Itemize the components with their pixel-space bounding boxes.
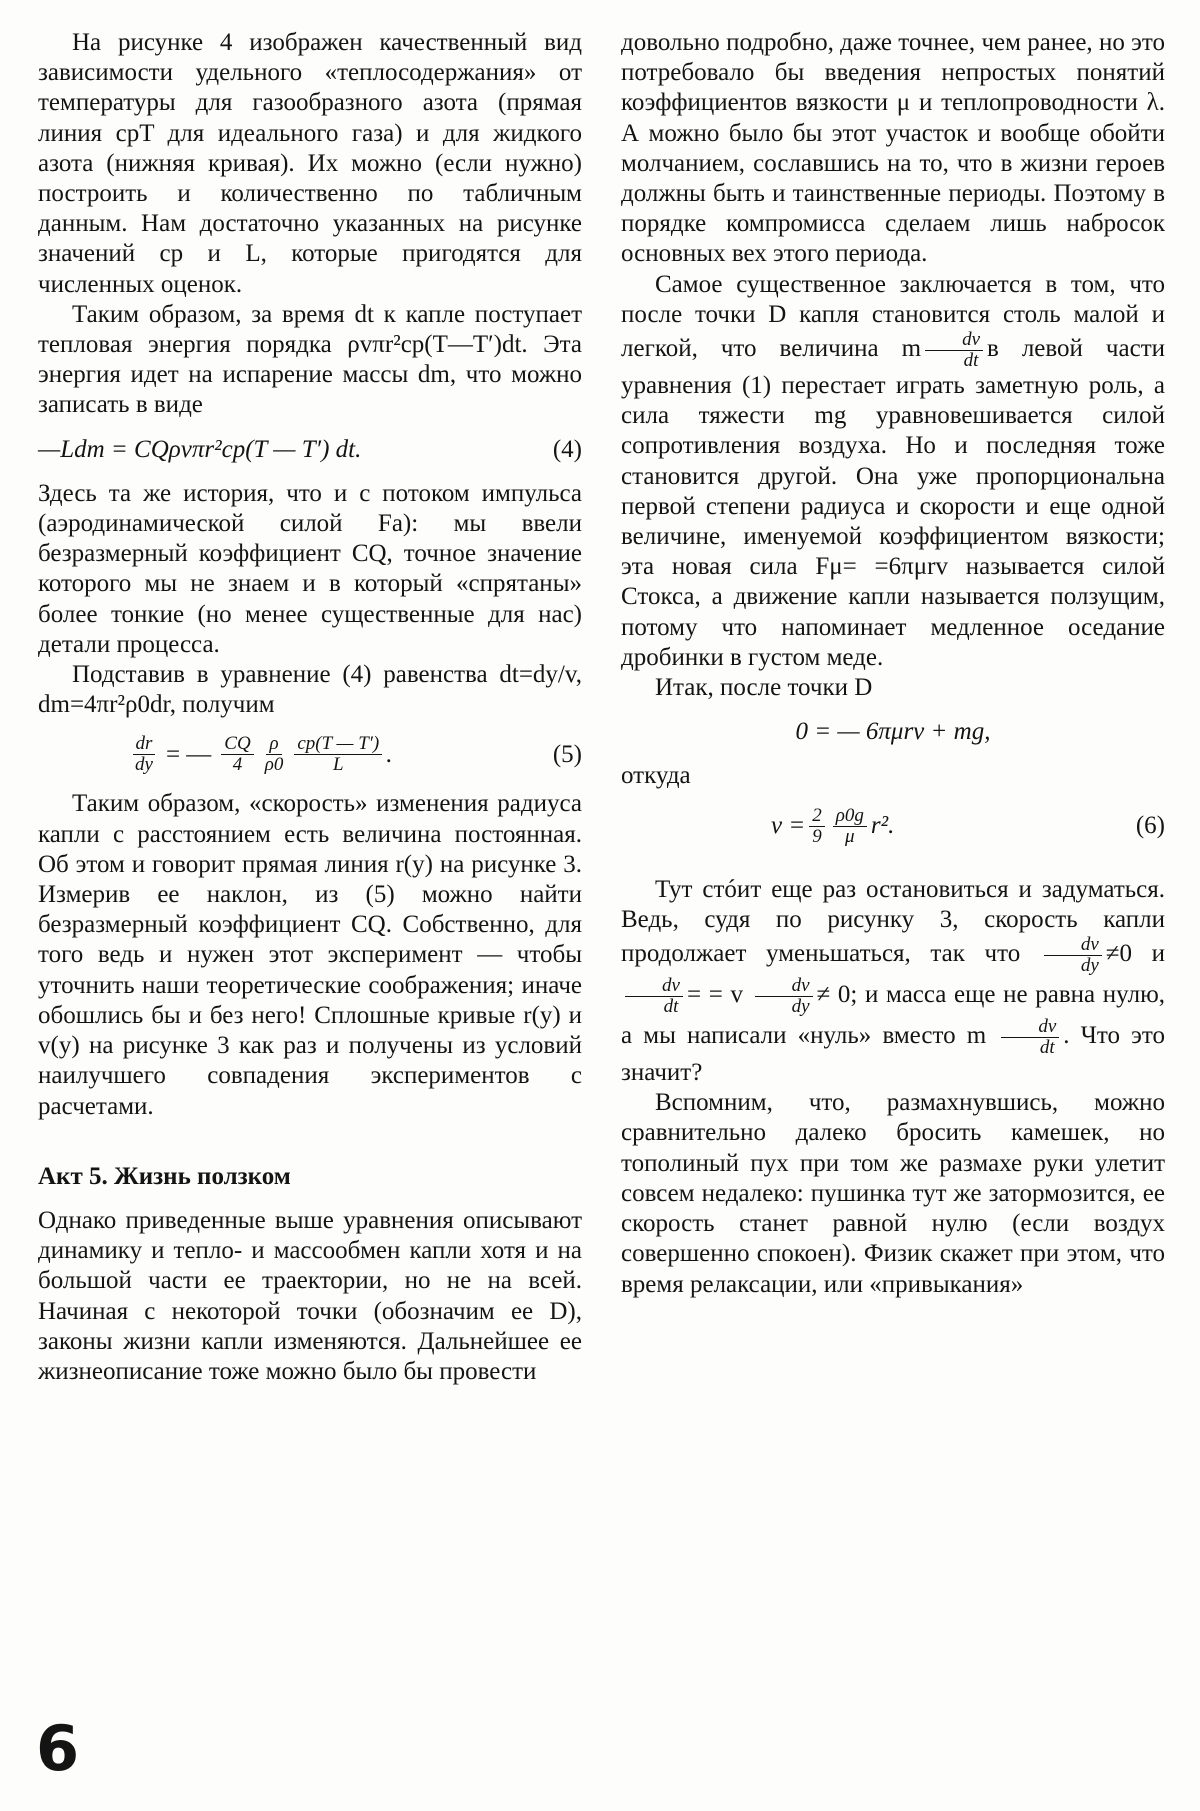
eq6-left: v = [771,812,806,840]
eq5-frac-denominator: L [333,754,344,776]
dv-dt-fraction [925,330,983,371]
frac-numerator: dv [925,330,983,351]
eq5-frac-denominator: 4 [232,754,243,776]
eq5-frac-denominator: dy [135,754,153,776]
eq6-frac-numerator: 2 [809,806,825,827]
dv-dt-fraction [625,976,683,1017]
right-column [621,28,1165,1300]
eq5-equals: = — [165,740,212,768]
frac-numerator: dv [1044,935,1102,956]
eq6-frac-numerator: ρ0g [833,806,867,827]
frac-numerator: dv [755,976,813,997]
equation-4-body: —Ldm = CQρvπr²cp(T — T′) dt. [38,435,362,463]
frac-denominator: dy [791,996,810,1018]
right-paragraph-5-text-3: ≠ 0; и масса еще не равна нулю, а мы написали «нуль» вместо m [621,981,1165,1050]
right-paragraph-2-part-b: в левой части уравнения (1) перестает играть заметную роль, а сила тяжести mg уравновешивается силой сопротивления воздуха. Но и последняя тоже становится другой. Она уже пропорциональна первой степени радиуса и скорости и еще одной величине, именуемой коэффициентом вязкости; эта новая сила Fμ= =6πμrv называется силой Стокса, а движение капли называется ползущим, потому что напоминает медленное оседание дробинки в густом меде. [621,335,1166,671]
right-paragraph-5-part-a: Тут стóит еще раз остановиться и задуматься. Ведь, судя по рисунку 3, скорость капли продолжает уменьшаться, так что [621,875,1165,968]
frac-numerator: dv [1001,1017,1059,1038]
equation-5-number: (5) [552,740,582,768]
frac-denominator: dt [663,996,679,1018]
right-paragraph-3: Итак, после точки D [655,674,873,702]
right-paragraph-2-part-a: Самое существенное заключается в том, что после точки D капля становится столь малой и легкой, что величина m [621,270,1165,363]
left-paragraph-1: На рисунке 4 изображен качественный вид зависимости удельного «теплосодержания» от температуры для газообразного азота (прямая линия cpT для идеального газа) и для жидкого азота (нижняя кривая). Их можно (если нужно) построить и количественно по табличным данным. Нам достаточно указанных на рисунке значений cp и L, которые пригодятся для численных оценок. [38,29,582,298]
frac-denominator: dt [1039,1037,1055,1059]
eq5-frac-numerator: dr [133,734,156,755]
left-paragraph-5: Таким образом, «скорость» изменения радиуса капли с расстоянием есть величина постоянная. Об этом и говорит прямая линия r(y) на рисунке 3. Измерив ее наклон, из (5) можно найти безразмерный коэффициент CQ. Собственно, для того ведь и нужен этот эксперимент — чтобы уточнить наши теоретические соображения; иначе обошлись бы и без него! Сплошные кривые r(y) и v(y) на рисунке 3 как раз и получены из условий наилучшего совпадения экспериментов с расчетами. [38,790,582,1120]
left-paragraph-6: Однако приведенные выше уравнения описывают динамику и тепло- и массообмен капли хотя и на большой части ее траектории, но не на всей. Начиная с некоторой точки (обозначим ее D), законы жизни капли изменяются. Дальнейшее ее жизнеописание тоже можно было бы провести [38,1206,582,1385]
right-paragraph-5-text-1: ≠0 и [1105,940,1166,968]
frac-numerator: dv [625,976,683,997]
right-paragraph-5 [621,875,1165,1089]
right-paragraph-1: довольно подробно, даже точнее, чем ранее, но это потребовало бы введения непростых понятий коэффициентов вязкости μ и теплопроводности λ. А можно было бы этот участок и вообще обойти молчанием, сославшись на то, что в жизни героев должны быть и таинственные периоды. Поэтому в порядке компромисса сделаем лишь набросок основных вех этого периода. [621,29,1165,268]
eq5-dr-dy-fraction [132,734,156,775]
eq5-period: . [386,740,393,768]
equation-6-body [771,806,894,847]
eq6-rho-g-mu-fraction [833,806,867,847]
eq5-frac-denominator: ρ0 [264,754,284,776]
dv-dy-fraction [755,976,813,1017]
equation-zero-body: 0 = — 6πμrv + mg, [795,718,991,746]
eq5-frac-numerator: CQ [221,734,253,755]
page-number: 6 [36,1712,80,1785]
left-paragraph-2: Таким образом, за время dt к капле поступает тепловая энергия порядка ρvπr²cp(T—T′)dt. Эта энергия идет на испарение массы dm, что можно записать в виде [38,300,582,419]
equation-zero [621,717,1165,747]
eq5-rho-fraction [262,734,287,775]
eq6-frac-denominator: 9 [812,825,822,847]
dv-dy-fraction [1044,935,1102,976]
frac-denominator: dy [1080,955,1099,977]
equation-6 [621,806,1165,847]
equation-5 [38,734,582,775]
equation-6-number: (6) [1135,812,1165,840]
eq6-frac-denominator: μ [845,825,855,847]
right-paragraph-2 [621,270,1165,673]
right-paragraph-4: откуда [621,762,691,790]
right-paragraph-6: Вспомним, что, размахнувшись, можно сравнительно далеко бросить камешек, но тополиный пух при том же размахе руки улетит совсем недалеко: пушинка тут же затормозится, ее скорость станет равной нулю (если воздух совершенно спокоен). Физик скажет при этом, что время релаксации, или «привыкания» [621,1089,1165,1298]
equation-4-number: (4) [552,435,582,463]
spacer [621,861,1165,875]
equation-5-body [128,734,393,775]
section-heading: Акт 5. Жизнь ползком [38,1162,291,1190]
eq5-frac-numerator: ρ [266,734,281,755]
right-paragraph-5-text-4: . Что это значит? [621,1022,1165,1087]
right-paragraph-5-text-2: = = v [686,981,743,1009]
eq5-cp-fraction [294,734,382,775]
frac-denominator: dt [963,350,979,372]
eq6-r-squared: r². [870,812,895,840]
eq5-frac-numerator: cp(T — T′) [294,734,382,755]
left-column [38,28,582,1387]
equation-4 [38,435,582,465]
left-paragraph-4: Подставив в уравнение (4) равенства dt=dy/v, dm=4πr²ρ0dr, получим [38,661,582,719]
eq5-cq-fraction [221,734,253,775]
eq6-two-ninths-fraction [809,806,825,847]
dv-dt-fraction [1001,1017,1059,1058]
left-paragraph-3: Здесь та же история, что и с потоком импульса (аэродинамической силой Fa): мы ввели безразмерный коэффициент CQ, точное значение которого мы не знаем и в который «спрятаны» более тонкие (но менее существенные для нас) детали процесса. [38,479,582,658]
